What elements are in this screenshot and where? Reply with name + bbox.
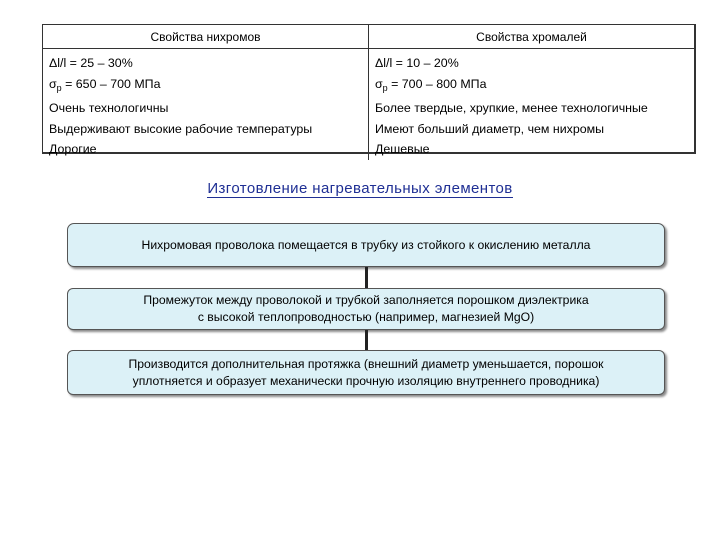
nichrome-row-3: Очень технологичны [49, 101, 169, 115]
chromal-row-3: Более твердые, хрупкие, менее технологичные [375, 101, 648, 115]
elongation-value: = 25 – 30% [66, 56, 133, 70]
chromal-properties [369, 49, 694, 160]
chromal-strength [375, 74, 688, 99]
strength-value: = 700 – 800 МПа [387, 76, 487, 91]
elongation-symbol: Δl/l [49, 56, 67, 70]
chromal-row-5: Дешевые [375, 142, 430, 156]
flow-step-3 [67, 350, 665, 395]
flow-step-text: Нихромовая проволока помещается в трубку из стойкого к окислению металла [141, 237, 591, 252]
flow-step-text: с высокой теплопроводностью (например, магнезией MgO) [197, 310, 535, 324]
flow-step-1 [67, 223, 665, 267]
nichrome-elongation [49, 53, 362, 74]
flow-connector [365, 267, 368, 288]
flow-connector [365, 330, 368, 350]
flow-step-text: уплотняется и образует механически прочную изоляцию внутреннего проводника) [132, 373, 600, 388]
chromal-header: Свойства хромалей [369, 25, 694, 49]
chromal-elongation [375, 53, 688, 74]
properties-table [42, 24, 696, 154]
flow-step-text: Промежуток между проволокой и трубкой заполняется порошком диэлектрика [143, 293, 589, 307]
nichrome-row-5: Дорогие [49, 142, 97, 156]
strength-value: = 650 – 700 МПа [61, 76, 161, 91]
nichrome-row-4: Выдерживают высокие рабочие температуры [49, 121, 313, 136]
strength-subscript: р [382, 82, 388, 93]
flow-step-2 [67, 288, 665, 330]
nichrome-strength [49, 74, 362, 99]
nichrome-properties [43, 49, 369, 160]
strength-symbol: σ [49, 76, 57, 91]
section-title-text: Изготовление нагревательных элементов [207, 180, 513, 197]
flow-step-text: Производится дополнительная протяжка (внешний диаметр уменьшается, порошок [128, 356, 604, 371]
strength-symbol: σ [375, 76, 383, 91]
elongation-value: = 10 – 20% [392, 56, 459, 70]
section-title [0, 180, 720, 197]
nichrome-header: Свойства нихромов [43, 25, 369, 49]
strength-subscript: р [56, 82, 62, 93]
chromal-row-4: Имеют больший диаметр, чем нихромы [375, 121, 605, 136]
elongation-symbol: Δl/l [375, 56, 393, 70]
